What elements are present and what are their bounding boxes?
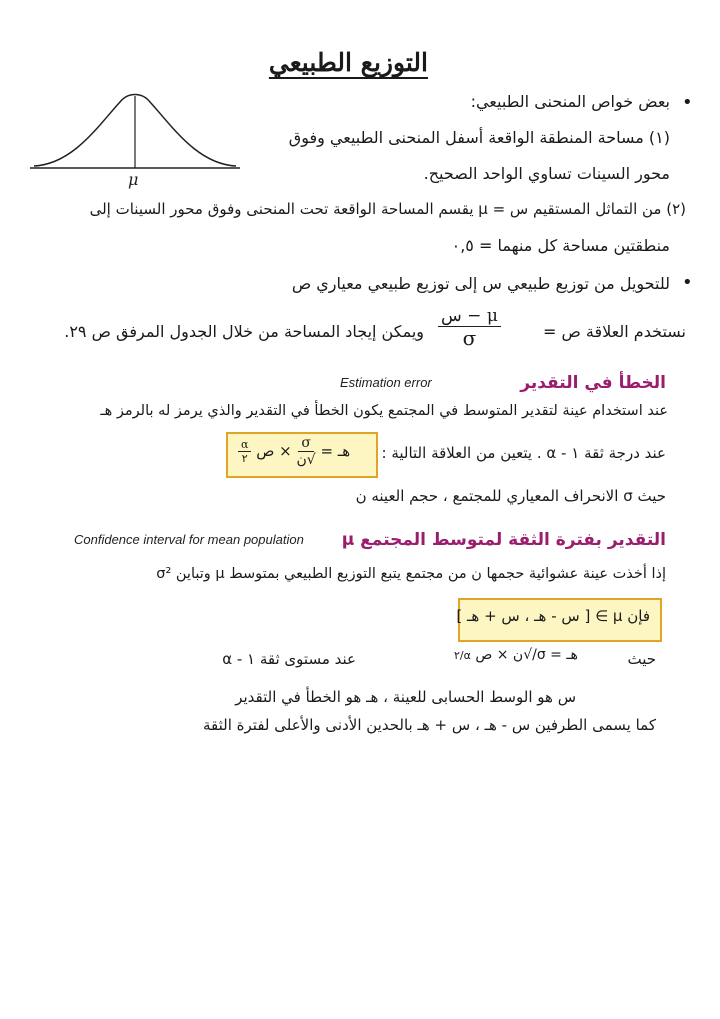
conversion-frac-numerator: س − μ [438, 308, 501, 327]
error-formula [238, 436, 350, 467]
conversion-line-1: للتحويل من توزيع طبيعي س إلى توزيع طبيعي معياري ص [291, 274, 670, 293]
error-sub-den: ٢ [241, 452, 248, 465]
error-sub-num: α [238, 439, 251, 452]
ci-where-formula: هـ = σ/√ن × ص [475, 647, 578, 663]
error-line-3: حيث σ الانحراف المعياري للمجتمع ، حجم العينه ن [355, 487, 666, 505]
ci-where-formula-group [454, 647, 578, 663]
ci-heading-en: Confidence interval for mean population [74, 532, 304, 547]
error-heading-en: Estimation error [340, 375, 432, 390]
error-line-1: عند استخدام عينة لتقدير المتوسط في المجتمع يكون الخطأ في التقدير والذي يرمز له بالرمز هـ [100, 403, 668, 419]
ci-line-2: س هو الوسط الحسابى للعينة ، هـ هو الخطأ في التقدير [235, 688, 576, 706]
bullet-properties: • [682, 92, 693, 113]
error-frac-num: σ [298, 436, 314, 452]
property-1-line-1: (١) مساحة المنطقة الواقعة أسفل المنحنى الطبيعي وفوق [288, 128, 670, 147]
ci-heading-ar: التقدير بفترة الثقة لمتوسط المجتمع μ [341, 530, 666, 550]
error-frac-den: √ن [296, 452, 316, 468]
conversion-line-2-left: ويمكن إيجاد المساحة من خلال الجدول المرفق ص ٢٩. [64, 322, 424, 341]
property-2-line-2: منطقتين مساحة كل منهما = ٠,٥ [451, 236, 670, 255]
ci-formula-text: فإن μ ∋ [ س - هـ ، س + هـ ] [456, 607, 650, 625]
conversion-line-2-right: نستخدم العلاقة ص = [542, 322, 686, 341]
error-times-z: × ص [256, 442, 292, 460]
error-heading-ar: الخطأ في التقدير [520, 373, 666, 393]
conversion-fraction [438, 308, 501, 348]
ci-line-1: إذا أخذت عينة عشوائية حجمها ن من مجتمع يتبع التوزيع الطبيعي بمتوسط μ وتباين σ² [156, 566, 666, 582]
error-formula-lhs: هـ = [320, 442, 351, 460]
ci-line-3: كما يسمى الطرفين س - هـ ، س + هـ بالحدين الأدنى والأعلى لفترة الثقة [203, 716, 656, 734]
page-title: التوزيع الطبيعي [268, 48, 428, 77]
ci-where-label: حيث [627, 650, 656, 668]
bullet-conversion: • [682, 272, 693, 293]
conversion-frac-denominator: σ [462, 326, 477, 350]
properties-heading: بعض خواص المنحنى الطبيعي: [470, 92, 670, 111]
ci-where-sub: α/٢ [454, 649, 471, 662]
ci-where-conf: عند مستوى ثقة ١ - α [222, 650, 356, 668]
property-1-line-2: محور السينات تساوي الواحد الصحيح. [423, 164, 670, 183]
property-2-line-1: (٢) من التماثل المستقيم س = μ يقسم المساحة الواقعة تحت المنحنى وفوق محور السينات إلى [89, 200, 686, 218]
mu-axis-label: μ [128, 170, 139, 189]
error-line-2: عند درجة ثقة ١ - α . يتعين من العلاقة التالية : [381, 444, 666, 462]
